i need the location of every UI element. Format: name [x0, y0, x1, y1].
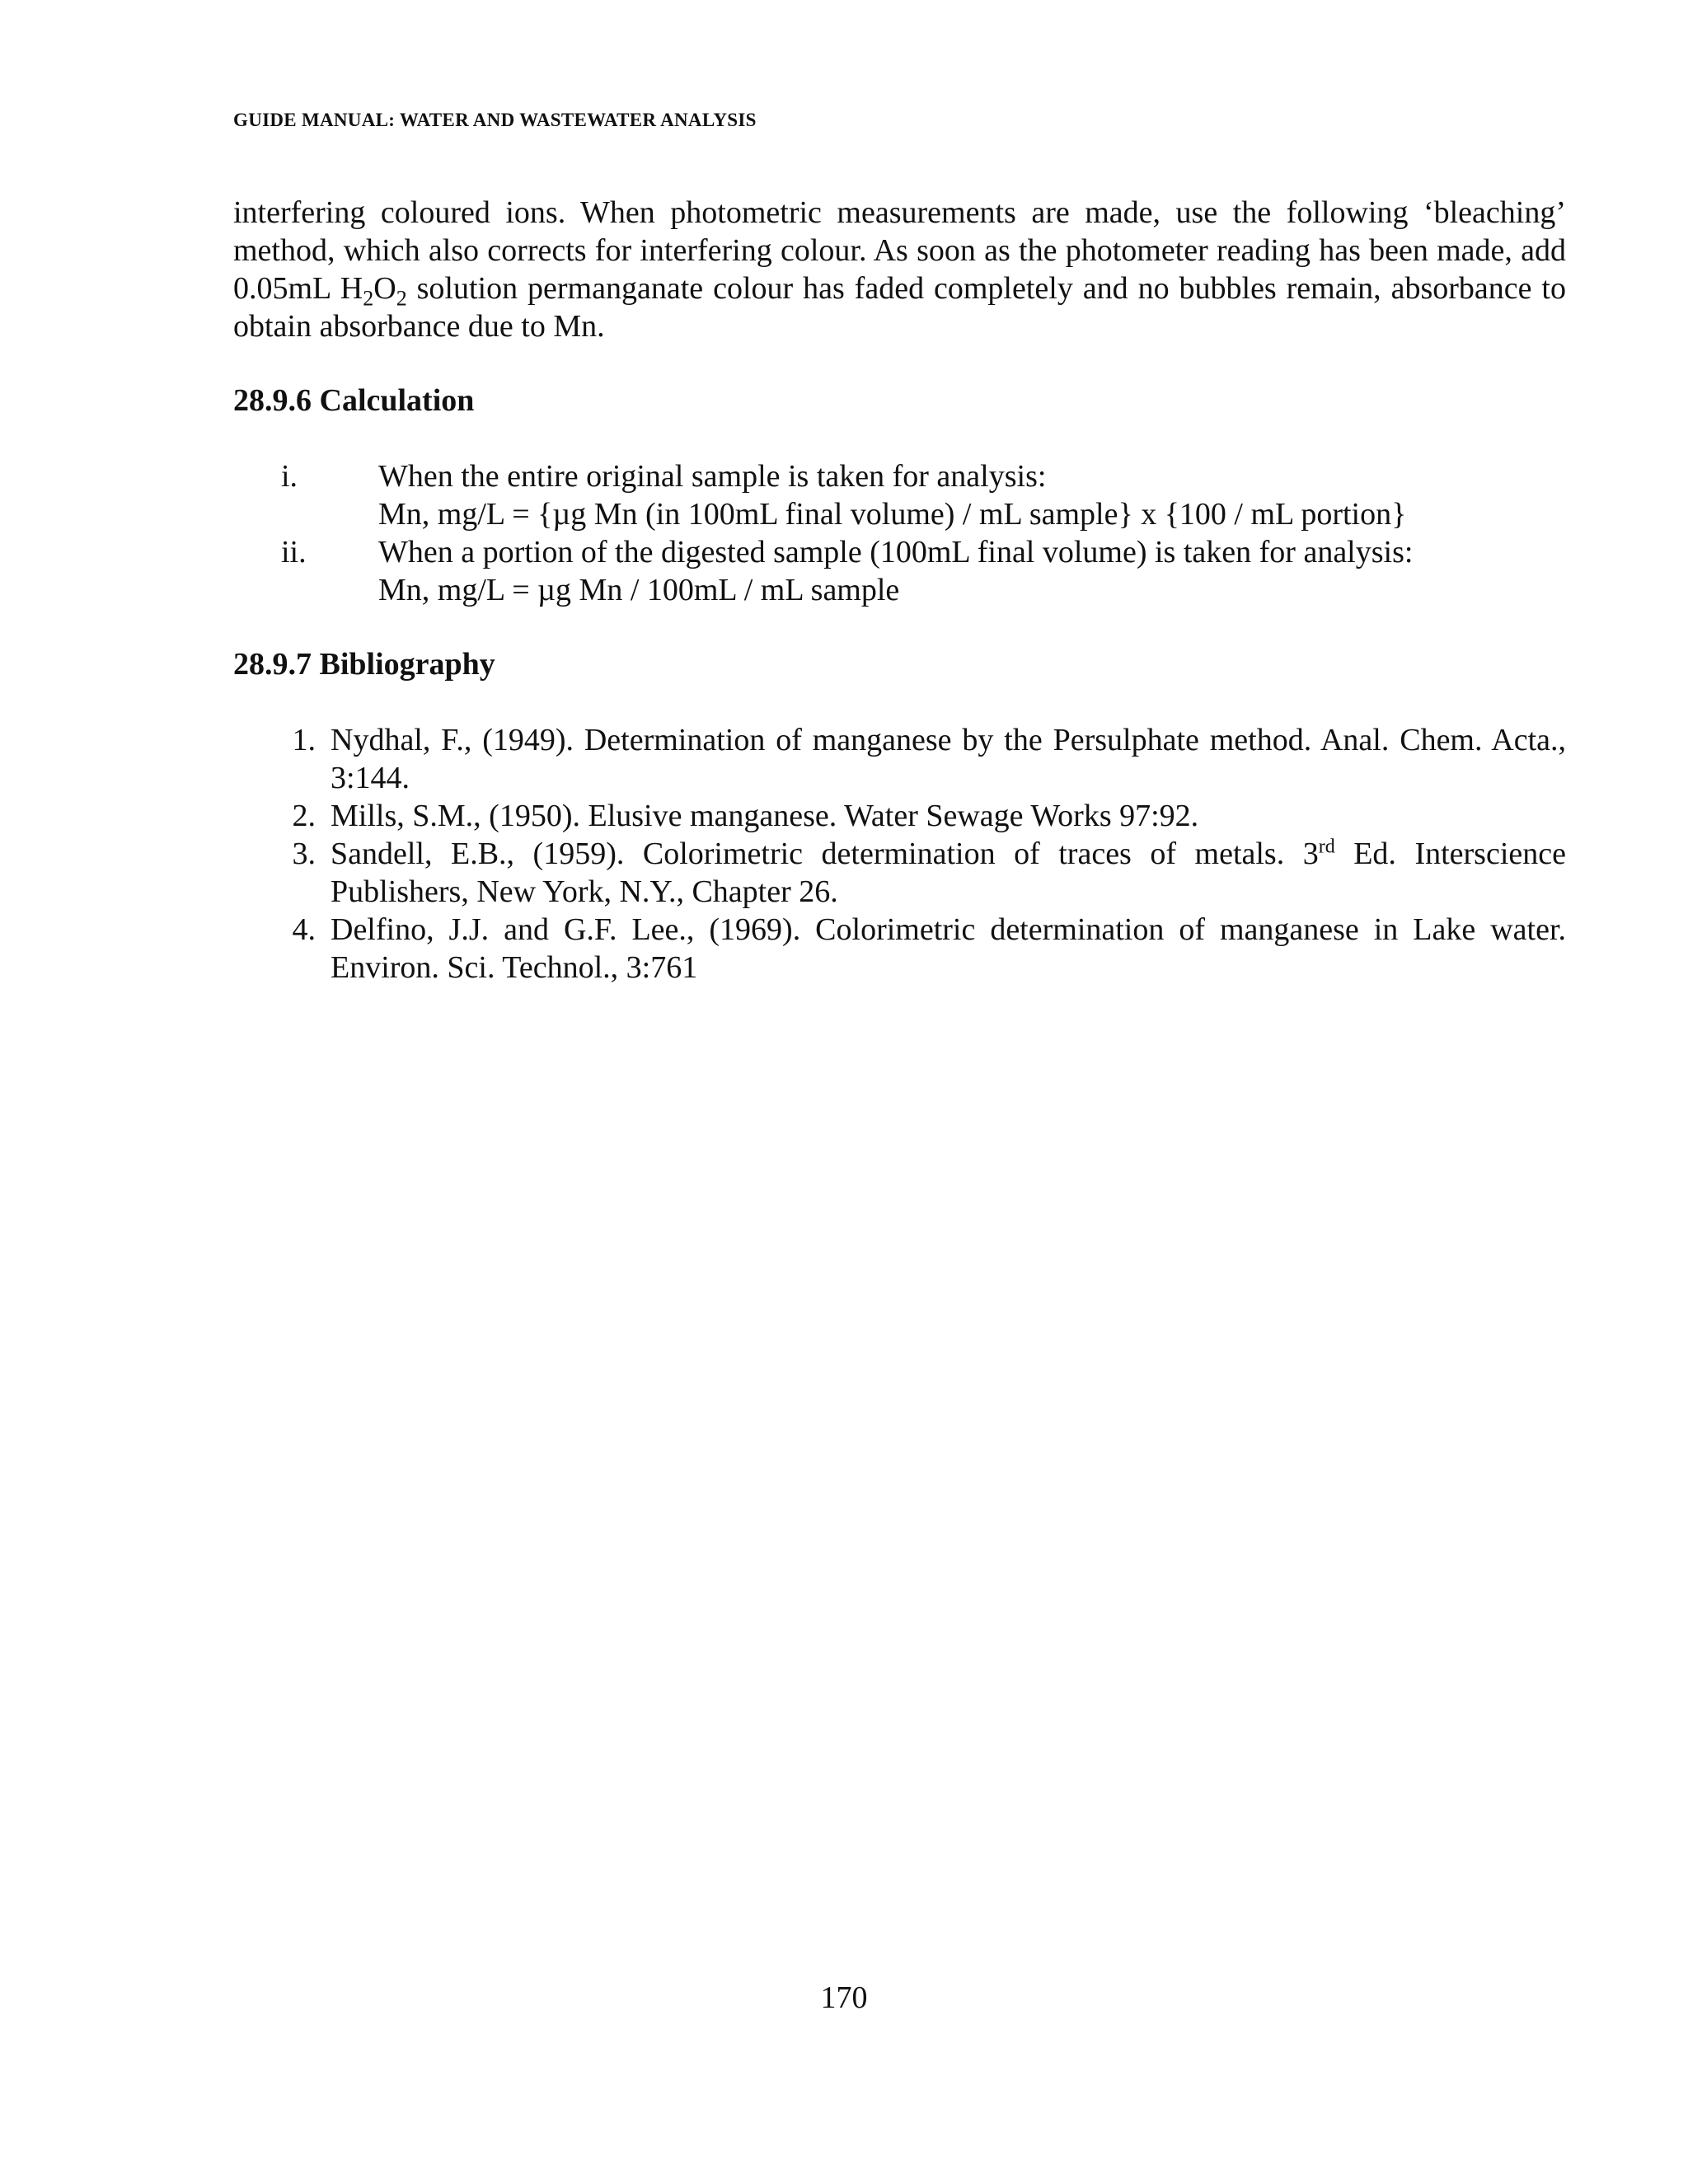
- bibliography-superscript: rd: [1318, 836, 1335, 858]
- calculation-marker: ii.: [281, 535, 307, 569]
- bibliography-text: Delfino, J.J. and G.F. Lee., (1969). Colorimetric determination of manganese in Lake water. Environ. Sci. Technol., 3:761: [331, 912, 1566, 985]
- bibliography-heading: 28.9.7 Bibliography: [233, 647, 495, 682]
- intro-text-2: O: [373, 271, 396, 306]
- bibliography-item: [233, 721, 1566, 797]
- intro-text-1: interfering coloured ions. When photometric measurements are made, use the following ‘bleaching’ method, which also corrects for interfering colour. As soon as the photometer reading has been made, add 0.05mL H: [233, 195, 1566, 306]
- calculation-formula: Mn, mg/L = {µg Mn (in 100mL final volume) / mL sample} x {100 / mL portion}: [378, 497, 1407, 532]
- calculation-text: When the entire original sample is taken for analysis:: [378, 459, 1047, 494]
- bibliography-number: 4.: [292, 912, 316, 947]
- running-header: GUIDE MANUAL: WATER AND WASTEWATER ANALYSIS: [233, 110, 757, 130]
- calculation-formula: Mn, mg/L = µg Mn / 100mL / mL sample: [378, 573, 900, 607]
- calculation-text: When a portion of the digested sample (100mL final volume) is taken for analysis:: [378, 535, 1414, 569]
- page-number: 170: [820, 1980, 868, 2015]
- calculation-heading: 28.9.6 Calculation: [233, 383, 475, 418]
- bibliography-text-after: Ed. Interscience Publishers, New York, N.Y., Chapter 26.: [331, 837, 1566, 909]
- calculation-list: [233, 457, 1566, 609]
- calculation-item: [233, 457, 1566, 533]
- bibliography-text: [331, 835, 1566, 911]
- bibliography-item: [233, 835, 1566, 911]
- bibliography-text: Nydhal, F., (1949). Determination of manganese by the Persulphate method. Anal. Chem. Acta., 3:144.: [331, 723, 1566, 795]
- bibliography-number: 2.: [292, 799, 316, 833]
- bibliography-text: Mills, S.M., (1950). Elusive manganese. Water Sewage Works 97:92.: [331, 799, 1199, 833]
- bibliography-item: [233, 797, 1566, 835]
- bibliography-list: [233, 721, 1566, 987]
- calculation-marker: i.: [281, 459, 298, 494]
- bibliography-text-before: Sandell, E.B., (1959). Colorimetric determination of traces of metals. 3: [331, 837, 1319, 871]
- bibliography-number: 3.: [292, 837, 316, 871]
- intro-subscript-2: 2: [396, 286, 407, 311]
- bibliography-item: [233, 911, 1566, 987]
- intro-subscript-1: 2: [363, 286, 374, 311]
- page-content: [233, 194, 1566, 987]
- intro-text-3: solution permanganate colour has faded completely and no bubbles remain, absorbance to obtain absorbance due to Mn.: [233, 271, 1566, 344]
- calculation-item: [233, 533, 1566, 609]
- intro-paragraph: [233, 194, 1566, 345]
- bibliography-number: 1.: [292, 723, 316, 757]
